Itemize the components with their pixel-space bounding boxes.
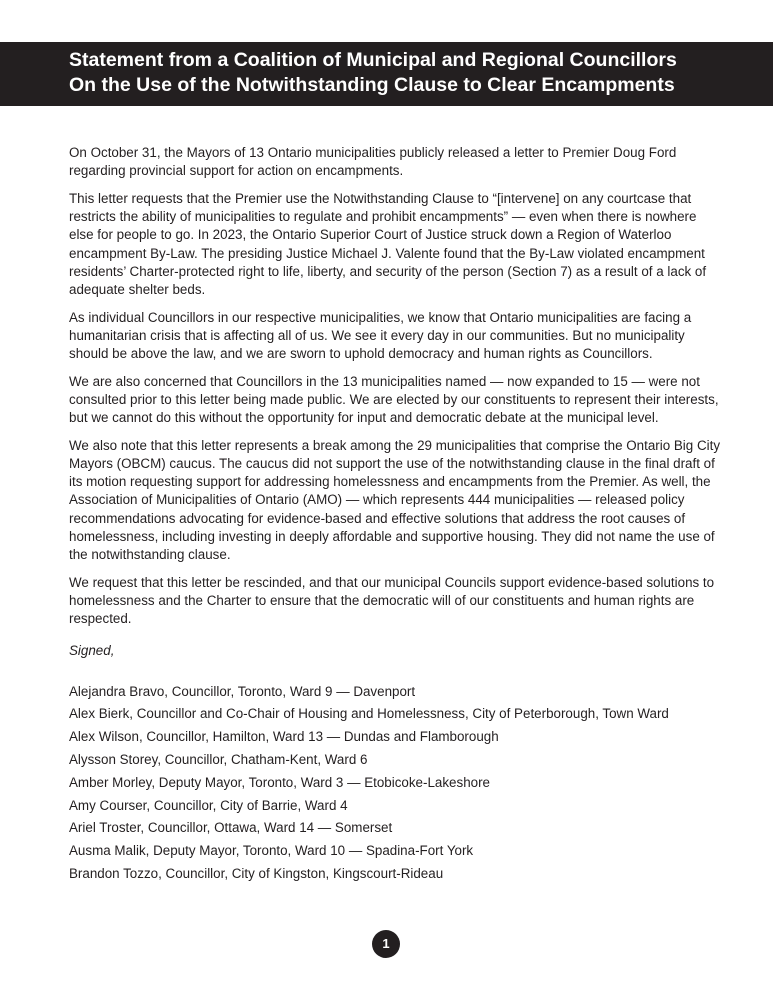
statement-body: [69, 144, 724, 886]
signatory: Alex Wilson, Councillor, Hamilton, Ward 13 — Dundas and Flamborough: [69, 729, 499, 745]
signatory: Amy Courser, Councillor, City of Barrie, Ward 4: [69, 797, 348, 813]
paragraph: We request that this letter be rescinded, and that our municipal Councils support evidence-based solutions to homelessness and the Charter to ensure that the democratic will of our constituents and human rights are respected.: [69, 574, 715, 627]
signatory: Ariel Troster, Councillor, Ottawa, Ward 14 — Somerset: [69, 820, 393, 836]
signatory-list: [69, 681, 724, 886]
paragraph: On October 31, the Mayors of 13 Ontario municipalities publicly released a letter to Premier Doug Ford regarding provincial support for action on encampments.: [69, 145, 677, 179]
page-number-badge: 1: [372, 930, 400, 958]
paragraph: We also note that this letter represents a break among the 29 municipalities that comprise the Ontario Big City Mayors (OBCM) caucus. The caucus did not support the use of the notwithstanding clause in the final draft of its motion requesting support for addressing homelessness and encampments from the Premier. As well, the Association of Municipalities of Ontario (AMO) — which represents 444 municipalities — released policy recommendations advocating for evidence-based and effective solutions that address the root causes of homelessness, including investing in deeply affordable and supportive housing. They did not name the use of the notwithstanding clause.: [69, 437, 721, 563]
paragraph: As individual Councillors in our respective municipalities, we know that Ontario municipalities are facing a humanitarian crisis that is affecting all of us. We see it every day in our communities. But no municipality should be above the law, and we are sworn to uphold democracy and human rights as Councillors.: [69, 309, 692, 362]
signed-label: Signed,: [69, 643, 115, 659]
signatory: Brandon Tozzo, Councillor, City of Kingston, Kingscourt-Rideau: [69, 865, 444, 881]
document-title-line-1: Statement from a Coalition of Municipal and Regional Councillors: [69, 49, 677, 71]
signatory: Alejandra Bravo, Councillor, Toronto, Ward 9 — Davenport: [69, 683, 416, 699]
title-banner: [0, 42, 773, 106]
paragraph: We are also concerned that Councillors in the 13 municipalities named — now expanded to 15 — were not consulted prior to this letter being made public. We are elected by our constituents to represent their interests, but we cannot do this without the opportunity for input and democratic debate at the municipal level.: [69, 373, 719, 426]
document-title-line-2: On the Use of the Notwithstanding Clause to Clear Encampments: [69, 73, 675, 96]
signatory: Alex Bierk, Councillor and Co-Chair of Housing and Homelessness, City of Peterborough, Town Ward: [69, 706, 669, 722]
signatory: Ausma Malik, Deputy Mayor, Toronto, Ward 10 — Spadina-Fort York: [69, 843, 474, 859]
signatory: Amber Morley, Deputy Mayor, Toronto, Ward 3 — Etobicoke-Lakeshore: [69, 774, 490, 790]
signatory: Alysson Storey, Councillor, Chatham-Kent, Ward 6: [69, 751, 368, 767]
paragraph: This letter requests that the Premier use the Notwithstanding Clause to “[intervene] on any courtcase that restricts the ability of municipalities to regulate and prohibit encampments” — even when there is nowhere else for people to go. In 2023, the Ontario Superior Court of Justice struck down a Region of Waterloo encampment By-Law. The presiding Justice Michael J. Valente found that the By-Law violated encampment residents’ Charter-protected right to life, liberty, and security of the person (Section 7) as a result of a lack of adequate shelter beds.: [69, 190, 707, 297]
